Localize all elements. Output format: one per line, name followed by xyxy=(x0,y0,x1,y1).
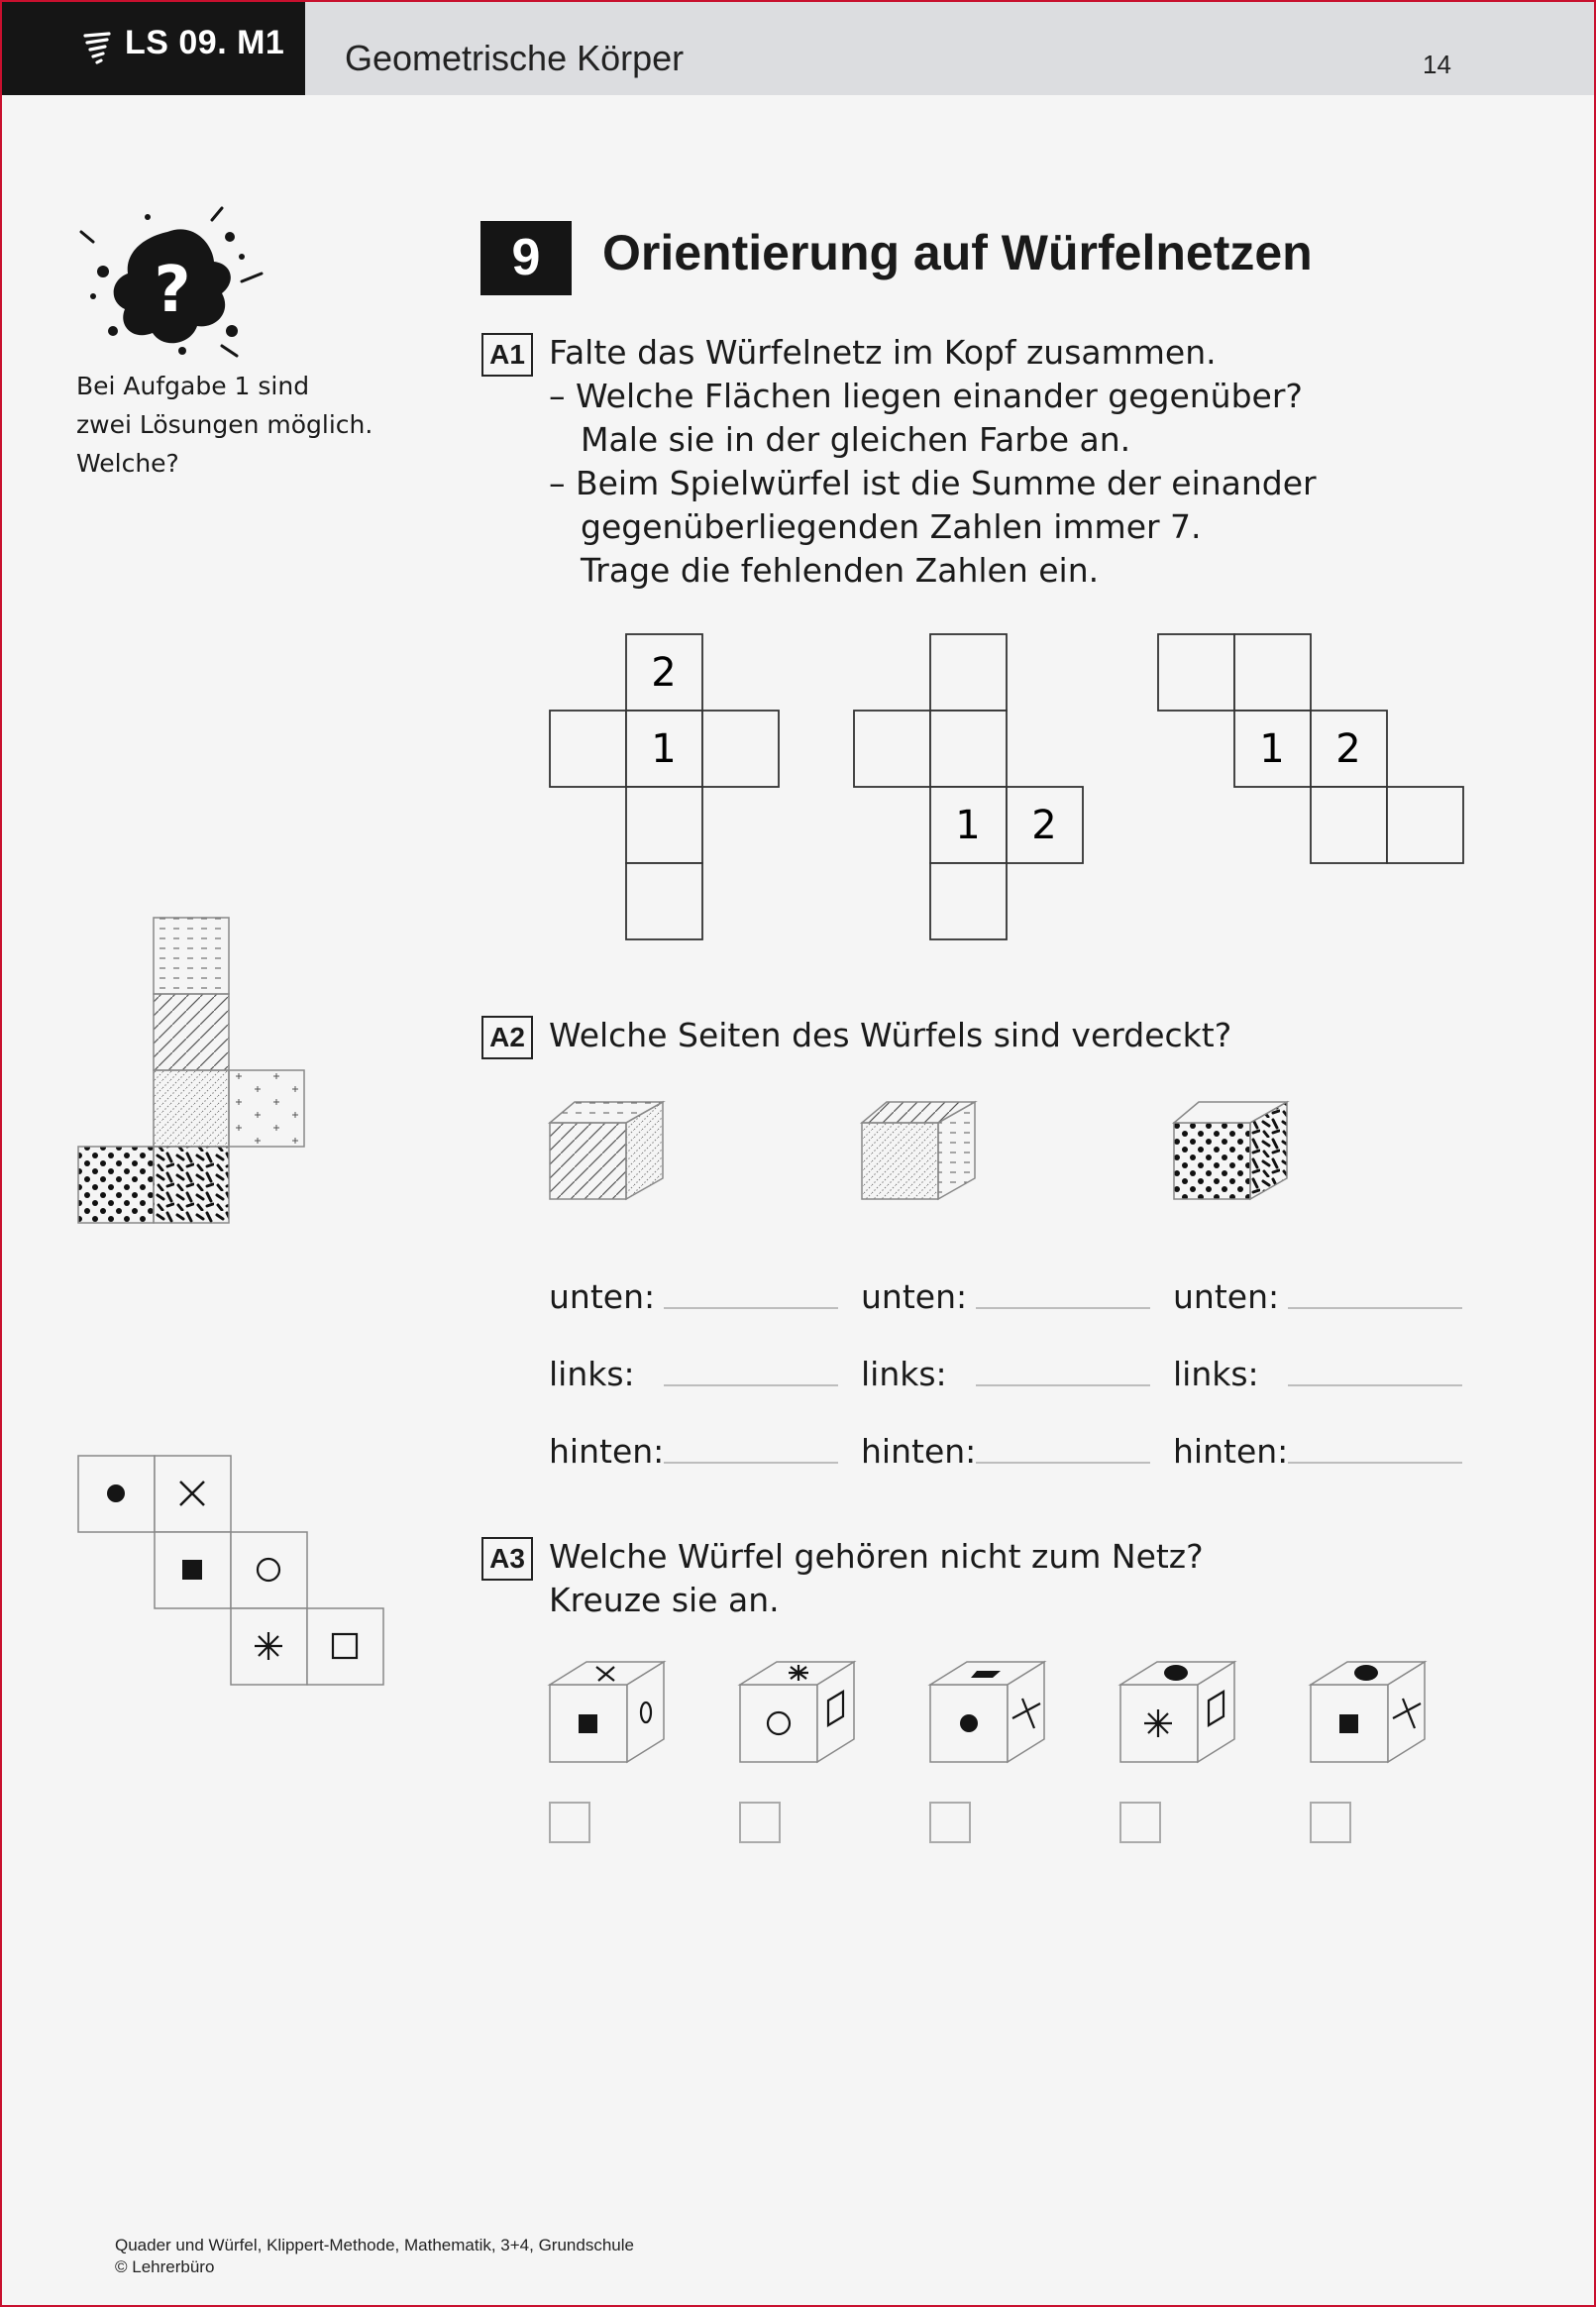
task1-line: Trage die fehlenden Zahlen ein. xyxy=(581,551,1100,590)
symbol-net xyxy=(75,1453,392,1691)
header-title: Geometrische Körper xyxy=(345,38,685,78)
tip-line: zwei Lösungen möglich. xyxy=(76,410,373,439)
task1-line: Falte das Würfelnetz im Kopf zusammen. xyxy=(549,333,1217,372)
task-label-a3: A3 xyxy=(481,1537,533,1581)
net2-number: 1 xyxy=(955,803,981,848)
task1-line: Male sie in der gleichen Farbe an. xyxy=(581,420,1131,459)
answer-label-bottom: unten: xyxy=(861,1277,968,1316)
answer-line-left[interactable] xyxy=(1288,1384,1462,1386)
footer xyxy=(115,2235,634,2278)
section-title: Orientierung auf Würfelnetzen xyxy=(602,225,1313,280)
cube-2-checkbox[interactable] xyxy=(739,1802,781,1843)
answer-label-back: hinten: xyxy=(861,1432,977,1471)
cube-1-checkbox[interactable] xyxy=(549,1802,590,1843)
patterned-cube-3 xyxy=(1174,1102,1287,1199)
task1-line: – Welche Flächen liegen einander gegenüber? xyxy=(549,377,1303,415)
dot-icon xyxy=(107,1484,125,1502)
symbol-cube-1 xyxy=(550,1662,664,1762)
cube-4-checkbox[interactable] xyxy=(1119,1802,1161,1843)
task3-line: Welche Würfel gehören nicht zum Netz? xyxy=(549,1537,1204,1576)
footer-copyright: © Lehrerbüro xyxy=(115,2257,215,2276)
answer-label-left: links: xyxy=(861,1355,947,1393)
spiral-logo-icon xyxy=(83,32,113,65)
answer-line-bottom[interactable] xyxy=(664,1307,838,1309)
patterned-cube-2 xyxy=(862,1102,975,1199)
answer-line-bottom[interactable] xyxy=(976,1307,1150,1309)
answer-label-left: links: xyxy=(549,1355,635,1393)
net2-number: 2 xyxy=(1031,803,1057,848)
answer-label-left: links: xyxy=(1173,1355,1259,1393)
net1-number: 2 xyxy=(651,650,677,696)
answer-line-left[interactable] xyxy=(664,1384,838,1386)
task1-line: – Beim Spielwürfel ist die Summe der einander xyxy=(549,464,1317,502)
square-filled-icon xyxy=(182,1560,202,1580)
answer-line-back[interactable] xyxy=(1288,1462,1462,1464)
splat-question-mark: ? xyxy=(154,254,191,327)
answer-line-back[interactable] xyxy=(976,1462,1150,1464)
asterisk-icon xyxy=(255,1632,282,1660)
section-number: 9 xyxy=(480,221,572,295)
dice-net-2 xyxy=(854,634,1083,939)
task3-line: Kreuze sie an. xyxy=(549,1581,780,1619)
cube-3-checkbox[interactable] xyxy=(929,1802,971,1843)
task-label-a2: A2 xyxy=(481,1016,533,1059)
page-number: 14 xyxy=(1423,50,1451,79)
dice-net-3 xyxy=(1158,634,1463,863)
task1-line: gegenüberliegenden Zahlen immer 7. xyxy=(581,507,1202,546)
task-label-a1: A1 xyxy=(481,333,533,377)
lesson-code: LS 09. M1 xyxy=(125,24,285,61)
net3-number: 1 xyxy=(1259,726,1285,772)
patterned-cubes xyxy=(547,1098,1300,1207)
answer-line-bottom[interactable] xyxy=(1288,1307,1462,1309)
net1-number: 1 xyxy=(651,726,677,772)
cube-5-checkbox[interactable] xyxy=(1310,1802,1351,1843)
net3-number: 2 xyxy=(1335,726,1361,772)
answer-label-bottom: unten: xyxy=(1173,1277,1280,1316)
task2-question: Welche Seiten des Würfels sind verdeckt? xyxy=(549,1016,1232,1054)
tip-line: Bei Aufgabe 1 sind xyxy=(76,372,310,400)
lesson-code-box xyxy=(2,2,305,95)
patterned-cube-1 xyxy=(550,1102,663,1199)
dice-nets xyxy=(547,632,1468,949)
answer-line-back[interactable] xyxy=(664,1462,838,1464)
symbol-cubes xyxy=(547,1659,1438,1770)
answer-label-bottom: unten: xyxy=(549,1277,656,1316)
answer-line-left[interactable] xyxy=(976,1384,1150,1386)
answer-label-back: hinten: xyxy=(1173,1432,1289,1471)
answer-label-back: hinten: xyxy=(549,1432,665,1471)
tip-text xyxy=(76,367,393,483)
symbol-cube-2 xyxy=(740,1662,854,1762)
question-splat-icon xyxy=(73,202,271,361)
footer-source: Quader und Würfel, Klippert-Methode, Mathematik, 3+4, Grundschule xyxy=(115,2236,634,2254)
tip-line: Welche? xyxy=(76,449,179,478)
patterned-net xyxy=(75,914,313,1231)
